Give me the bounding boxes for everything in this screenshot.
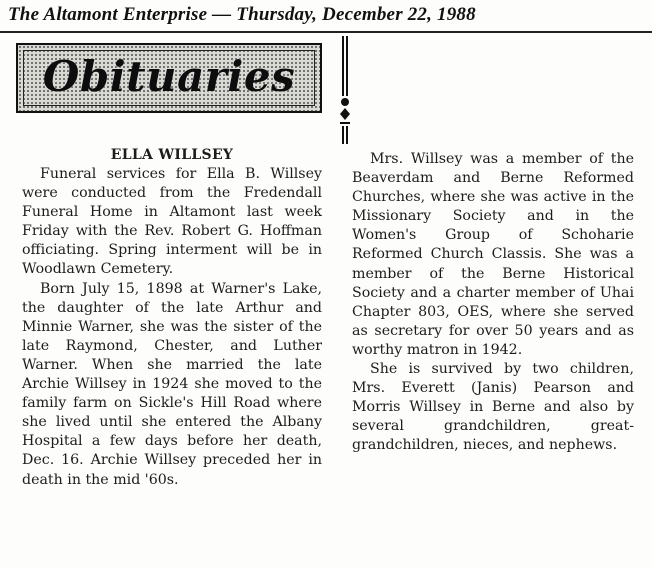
paragraph-survivors: She is survived by two children, Mrs. Everett (Janis) Pearson and Morris Willsey in Berne and also by several grandchildren, great-grandchildren, nieces, and nephews. <box>352 361 634 454</box>
obituary-column-right <box>352 150 634 456</box>
column-ornament-icon <box>336 36 354 146</box>
obituary-column-left <box>22 145 322 490</box>
paragraph-funeral-services: Funeral services for Ella B. Willsey were conducted from the Fredendall Funeral Home in Altamont last week Friday with the Rev. Robert G. Hoffman officiating. Spring interment will be in Woodlawn Cemetery. <box>22 166 322 278</box>
masthead: The Altamont Enterprise — Thursday, December 22, 1988 <box>8 4 476 25</box>
banner-title: Obituaries <box>42 52 296 101</box>
paragraph-biography: Born July 15, 1898 at Warner's Lake, the daughter of the late Arthur and Minnie Warner, she was the sister of the late Raymond, Chester, and Luther Warner. When she married the late Archie Willsey in 1924 she moved to the family farm on Sickle's Hill Road where she lived until she entered the Albany Hospital a few days before her death, Dec. 16. Archie Willsey preceded her in death in the mid '60s. <box>22 280 322 488</box>
obituary-headline: ELLA WILLSEY <box>110 147 234 163</box>
obituaries-banner <box>16 43 322 113</box>
masthead-rule <box>0 31 652 33</box>
paragraph-memberships: Mrs. Willsey was a member of the Beaverdam and Berne Reformed Churches, where she was active in the Missionary Society and in the Women's Group of Schoharie Reformed Church Classis. She was a member of the Berne Historical Society and a charter member of Uhai Chapter 803, OES, where she served as secretary for over 50 years and as worthy matron in 1942. <box>352 151 634 358</box>
